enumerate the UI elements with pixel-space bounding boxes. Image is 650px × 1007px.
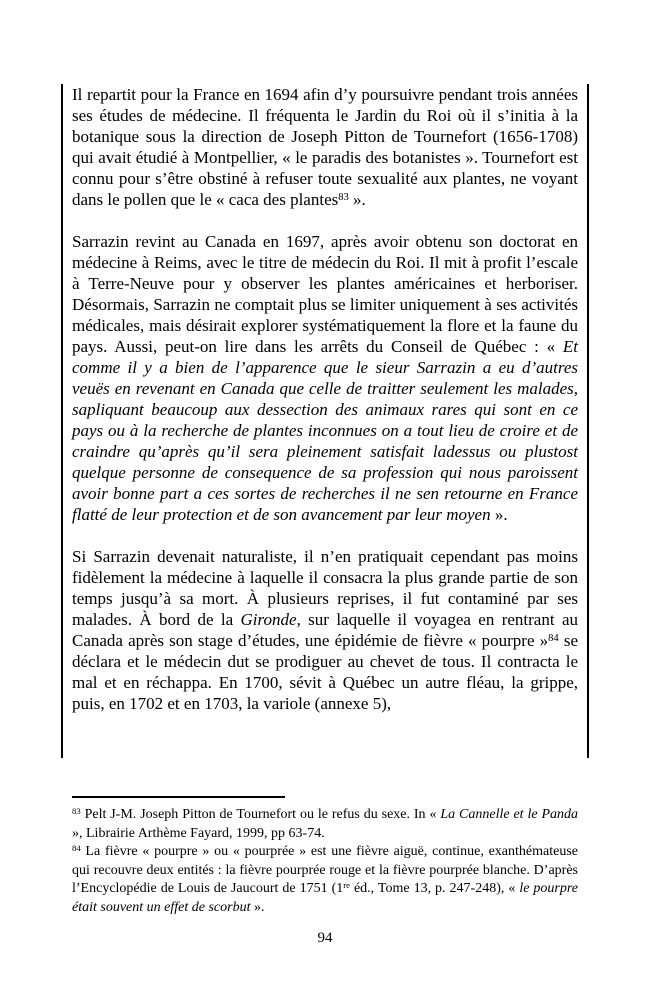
page-body [72, 84, 578, 714]
text-run: Sarrazin revint au Canada en 1697, après avoir obtenu son doctorat en médecine à Reims, avec le titre de médecin du Roi. Il mit à profit l’escale à Terre-Neuve pour y observer les plantes américaines et herboriser. Désormais, Sarrazin ne comptait plus se limiter uniquement à ses activités médicales, mais désirait explorer systématiquement la flore et la faune du pays. Aussi, peut-on lire dans les arrêts du Conseil de Québec : « [72, 232, 578, 356]
footnote-84 [72, 843, 578, 917]
text-run: 83 [72, 806, 81, 817]
text-run: se déclara et le médecin dut se prodiguer au chevet de tous. Il contracta le mal et en réchappa. En 1700, sévit à Québec un autre fléau, la grippe, puis, en 1702 et en 1703, la variole (annexe 5), [72, 631, 578, 713]
text-run: 84 [548, 633, 559, 645]
text-run: Gironde [240, 610, 297, 629]
change-bar-left [61, 84, 63, 758]
text-run: Si Sarrazin devenait naturaliste, il n’en pratiquait cependant pas moins fidèlement la médecine à laquelle il consacra la plus grande partie de son temps jusqu’à sa mort. À plusieurs reprises, il fut contaminé par ses malades. À bord de la [72, 547, 578, 629]
text-run: », Librairie Arthème Fayard, 1999, pp 63-74. [72, 825, 325, 841]
text-run: Pelt J-M. Joseph Pitton de Tournefort ou le refus du sexe. In « [80, 807, 441, 822]
text-run: La Cannelle et le Panda [440, 807, 579, 822]
text-run: ». [348, 190, 366, 209]
text-run: ». [490, 505, 508, 524]
paragraph-1 [72, 84, 578, 210]
footnotes-section [72, 806, 578, 917]
text-run: éd., Tome 13, p. 247-248), « [349, 881, 520, 896]
footnote-separator-rule [72, 796, 285, 798]
text-run: le pourpre était souvent un effet de scorbut [72, 881, 579, 915]
text-run: 83 [338, 192, 349, 204]
text-run: ». [250, 899, 265, 915]
page-number: 94 [317, 930, 333, 946]
text-run: La fièvre « pourpre » ou « pourprée » est une fièvre aiguë, continue, exanthémateuse qui recouvre deux entités : la fièvre pourprée rouge et la fièvre pourprée blanche. D’après l’Encyclopédie de Louis de Jaucourt de 1751 (1 [72, 844, 578, 896]
paragraph-3 [72, 546, 578, 714]
text-run: re [343, 880, 350, 891]
change-bar-right [587, 84, 589, 758]
paragraph-2 [72, 231, 578, 525]
text-run: 84 [72, 843, 81, 854]
footnote-83 [72, 806, 578, 843]
text-run: , sur laquelle il voyagea en rentrant au Canada après son stage d’études, une épidémie de fièvre « pourpre » [72, 610, 578, 650]
text-run: Et comme il y a bien de l’apparence que le sieur Sarrazin a eu d’autres veuës en revenant en Canada que celle de traitter seulement les malades, sapliquant beaucoup aux dessection des animaux rares qui sont en ce pays ou à la recherche de plantes inconnues on a tout lieu de croire et de craindre qu’après qu’il sera pleinement satisfait ladessus ou plustost quelque personne de consequence de sa profession qui nous paroissent avoir bonne part a ces sortes de recherches il ne sen retourne en France flatté de leur protection et de son avancement par leur moyen [72, 337, 578, 524]
text-run: Il repartit pour la France en 1694 afin d’y poursuivre pendant trois années ses études de médecine. Il fréquenta le Jardin du Roi où il s’initia à la botanique sous la direction de Joseph Pitton de Tournefort (1656-1708) qui avait étudié à Montpellier, « le paradis des botanistes ». Tournefort est connu pour s’être obstiné à refuser toute sexualité aux plantes, ne voyant dans le pollen que le « caca des plantes [72, 85, 578, 209]
